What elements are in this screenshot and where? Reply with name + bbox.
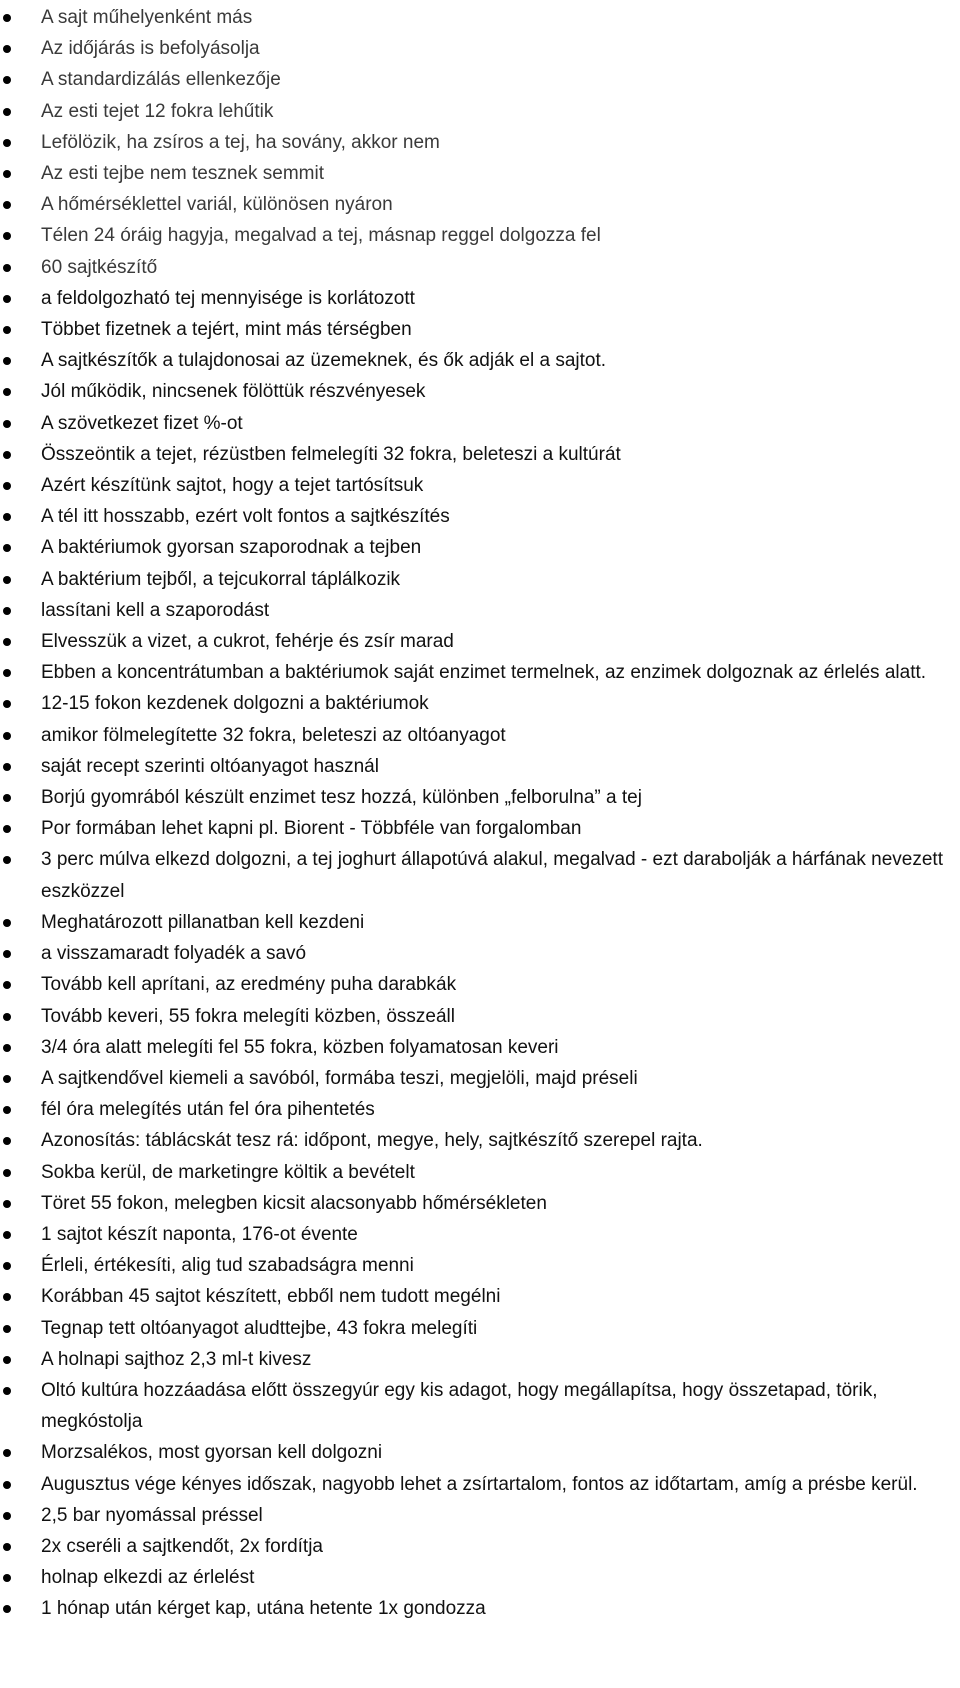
bullet-icon: [3, 14, 11, 22]
bullet-icon: [3, 295, 11, 303]
list-item-text: Elvesszük a vizet, a cukrot, fehérje és zsír marad: [41, 631, 454, 653]
list-item-text: Borjú gyomrából készült enzimet tesz hozzá, különben „felborulna” a tej: [41, 787, 642, 809]
list-item: [0, 532, 960, 563]
list-item-text: Tovább kell aprítani, az eredmény puha darabkák: [41, 974, 457, 996]
bullet-icon: [3, 700, 11, 708]
list-item-text: 2,5 bar nyomással préssel: [41, 1504, 263, 1526]
list-item: [0, 345, 960, 376]
list-item-text: Jól működik, nincsenek fölöttük részvényesek: [41, 381, 426, 403]
bullet-icon: [3, 357, 11, 365]
bullet-icon: [3, 1075, 11, 1083]
list-item-text: saját recept szerinti oltóanyagot használ: [41, 755, 379, 777]
list-item: [0, 470, 960, 501]
list-item: [0, 1313, 960, 1344]
list-item: [0, 1469, 960, 1500]
list-item: [0, 2, 960, 33]
bullet-icon: [3, 108, 11, 116]
list-item: [0, 376, 960, 407]
bullet-icon: [3, 482, 11, 490]
list-item-text: Tegnap tett oltóanyagot aludttejbe, 43 fokra melegíti: [41, 1317, 478, 1339]
list-item: [0, 1188, 960, 1219]
bullet-icon: [3, 1262, 11, 1270]
list-item-text: Az esti tejbe nem tesznek semmit: [41, 163, 324, 185]
bullet-icon: [3, 544, 11, 552]
list-item: [0, 1531, 960, 1562]
list-item-text: Érleli, értékesíti, alig tud szabadságra menni: [41, 1255, 414, 1277]
bullet-icon: [3, 420, 11, 428]
list-item: [0, 720, 960, 751]
list-item: [0, 283, 960, 314]
list-item: [0, 127, 960, 158]
list-item-text: A standardizálás ellenkezője: [41, 69, 281, 91]
bullet-icon: [3, 1574, 11, 1582]
list-item-text: Töret 55 fokon, melegben kicsit alacsonyabb hőmérsékleten: [41, 1192, 547, 1214]
bullet-icon: [3, 451, 11, 459]
list-item-text: holnap elkezdi az érlelést: [41, 1567, 255, 1589]
list-item-text: 1 sajtot készít naponta, 176-ot évente: [41, 1223, 358, 1245]
list-item-text: A sajtkészítők a tulajdonosai az üzemeknek, és ők adják el a sajtot.: [41, 350, 607, 372]
list-item: [0, 1001, 960, 1032]
list-item-text: A baktérium tejből, a tejcukorral táplálkozik: [41, 568, 401, 590]
bullet-icon: [3, 1481, 11, 1489]
bullet-icon: [3, 638, 11, 646]
list-item: [0, 782, 960, 813]
list-item: [0, 64, 960, 95]
list-item-text: Télen 24 óráig hagyja, megalvad a tej, másnap reggel dolgozza fel: [41, 225, 601, 247]
list-item: [0, 1094, 960, 1125]
list-item-text: 3 perc múlva elkezd dolgozni, a tej joghurt állapotúvá alakul, megalvad - ezt darabolják a hárfának nevezett eszközzel: [41, 849, 943, 902]
bullet-icon: [3, 1387, 11, 1395]
list-item: [0, 1375, 960, 1437]
list-item: [0, 1500, 960, 1531]
list-item: [0, 657, 960, 688]
list-item-text: Tovább keveri, 55 fokra melegíti közben, összeáll: [41, 1005, 455, 1027]
bullet-icon: [3, 1044, 11, 1052]
list-item: [0, 1219, 960, 1250]
list-item: [0, 1281, 960, 1312]
list-item: [0, 907, 960, 938]
list-item-text: Az esti tejet 12 fokra lehűtik: [41, 100, 274, 122]
bullet-icon: [3, 669, 11, 677]
list-item-text: Meghatározott pillanatban kell kezdeni: [41, 911, 365, 933]
list-item: [0, 439, 960, 470]
bullet-icon: [3, 326, 11, 334]
list-item: [0, 96, 960, 127]
list-item: [0, 1344, 960, 1375]
list-item: [0, 1032, 960, 1063]
list-item-text: 3/4 óra alatt melegíti fel 55 fokra, közben folyamatosan keveri: [41, 1036, 559, 1058]
list-item-text: Morzsalékos, most gyorsan kell dolgozni: [41, 1442, 383, 1464]
list-item: [0, 1063, 960, 1094]
list-item-text: 2x cseréli a sajtkendőt, 2x fordítja: [41, 1535, 323, 1557]
bullet-icon: [3, 919, 11, 927]
list-item: [0, 564, 960, 595]
bullet-list: [0, 2, 960, 1625]
list-item: [0, 1437, 960, 1468]
list-item: [0, 1125, 960, 1156]
list-item-text: Az időjárás is befolyásolja: [41, 38, 260, 60]
list-item: [0, 33, 960, 64]
list-item-text: Azonosítás: táblácskát tesz rá: időpont, megye, hely, sajtkészítő szerepel rajta.: [41, 1130, 703, 1152]
list-item-text: a feldolgozható tej mennyisége is korlátozott: [41, 287, 415, 309]
list-item: [0, 595, 960, 626]
list-item: [0, 626, 960, 657]
bullet-icon: [3, 232, 11, 240]
list-item: [0, 189, 960, 220]
bullet-icon: [3, 201, 11, 209]
bullet-icon: [3, 513, 11, 521]
bullet-icon: [3, 981, 11, 989]
bullet-icon: [3, 1449, 11, 1457]
list-item-text: A szövetkezet fizet %-ot: [41, 412, 243, 434]
list-item: [0, 1250, 960, 1281]
list-item-text: Lefölözik, ha zsíros a tej, ha sovány, akkor nem: [41, 131, 440, 153]
list-item-text: fél óra melegítés után fel óra pihentetés: [41, 1099, 375, 1121]
list-item-text: 12-15 fokon kezdenek dolgozni a baktériumok: [41, 693, 429, 715]
list-item: [0, 813, 960, 844]
list-item-text: 60 sajtkészítő: [41, 256, 158, 278]
bullet-icon: [3, 950, 11, 958]
bullet-icon: [3, 1106, 11, 1114]
list-item: [0, 158, 960, 189]
bullet-icon: [3, 1231, 11, 1239]
list-item-text: Por formában lehet kapni pl. Biorent - Többféle van forgalomban: [41, 818, 582, 840]
bullet-icon: [3, 1013, 11, 1021]
list-item-text: Augusztus vége kényes időszak, nagyobb lehet a zsírtartalom, fontos az időtartam, amíg a présbe kerül.: [41, 1473, 918, 1495]
bullet-icon: [3, 1137, 11, 1145]
list-item: [0, 1157, 960, 1188]
list-item-text: Összeöntik a tejet, rézüstben felmelegíti 32 fokra, beleteszi a kultúrát: [41, 443, 621, 465]
list-item-text: Sokba kerül, de marketingre költik a bevételt: [41, 1161, 415, 1183]
bullet-icon: [3, 607, 11, 615]
bullet-icon: [3, 1512, 11, 1520]
list-item: [0, 969, 960, 1000]
list-item: [0, 501, 960, 532]
list-item-text: a visszamaradt folyadék a savó: [41, 943, 307, 965]
bullet-icon: [3, 1169, 11, 1177]
list-item-text: A sajt műhelyenként más: [41, 7, 253, 28]
list-item: [0, 751, 960, 782]
list-item: [0, 220, 960, 251]
bullet-icon: [3, 732, 11, 740]
list-item-text: A tél itt hosszabb, ezért volt fontos a sajtkészítés: [41, 506, 450, 528]
list-item: [0, 938, 960, 969]
bullet-icon: [3, 264, 11, 272]
bullet-icon: [3, 139, 11, 147]
list-item: [0, 408, 960, 439]
list-item: [0, 314, 960, 345]
bullet-icon: [3, 763, 11, 771]
bullet-icon: [3, 76, 11, 84]
list-item-text: Oltó kultúra hozzáadása előtt összegyúr egy kis adagot, hogy megállapítsa, hogy összetapad, törik, megkóstolja: [41, 1379, 878, 1433]
bullet-icon: [3, 388, 11, 396]
bullet-icon: [3, 856, 11, 864]
list-item: [0, 252, 960, 283]
bullet-icon: [3, 45, 11, 53]
list-item-text: Ebben a koncentrátumban a baktériumok saját enzimet termelnek, az enzimek dolgoznak az érlelés alatt.: [41, 662, 927, 684]
bullet-icon: [3, 1293, 11, 1301]
list-item-text: amikor fölmelegítette 32 fokra, beleteszi az oltóanyagot: [41, 724, 506, 746]
list-item-text: A sajtkendővel kiemeli a savóból, formába teszi, megjelöli, majd préseli: [41, 1067, 638, 1089]
bullet-icon: [3, 1200, 11, 1208]
list-item-text: A baktériumok gyorsan szaporodnak a tejben: [41, 537, 422, 559]
list-item-text: lassítani kell a szaporodást: [41, 599, 270, 621]
list-item: [0, 844, 960, 906]
list-item-text: Korábban 45 sajtot készített, ebből nem tudott megélni: [41, 1286, 501, 1308]
bullet-icon: [3, 794, 11, 802]
bullet-icon: [3, 1543, 11, 1551]
list-item: [0, 1593, 960, 1624]
bullet-icon: [3, 825, 11, 833]
list-item-text: Azért készítünk sajtot, hogy a tejet tartósítsuk: [41, 475, 424, 497]
bullet-icon: [3, 576, 11, 584]
list-item: [0, 688, 960, 719]
bullet-icon: [3, 1325, 11, 1333]
bullet-icon: [3, 1605, 11, 1613]
list-item-text: A hőmérséklettel variál, különösen nyáron: [41, 194, 393, 216]
bullet-icon: [3, 170, 11, 178]
list-item-text: Többet fizetnek a tejért, mint más térségben: [41, 319, 412, 341]
list-item-text: 1 hónap után kérget kap, utána hetente 1x gondozza: [41, 1598, 486, 1620]
list-item-text: A holnapi sajthoz 2,3 ml-t kivesz: [41, 1348, 312, 1370]
list-item: [0, 1562, 960, 1593]
bullet-icon: [3, 1356, 11, 1364]
